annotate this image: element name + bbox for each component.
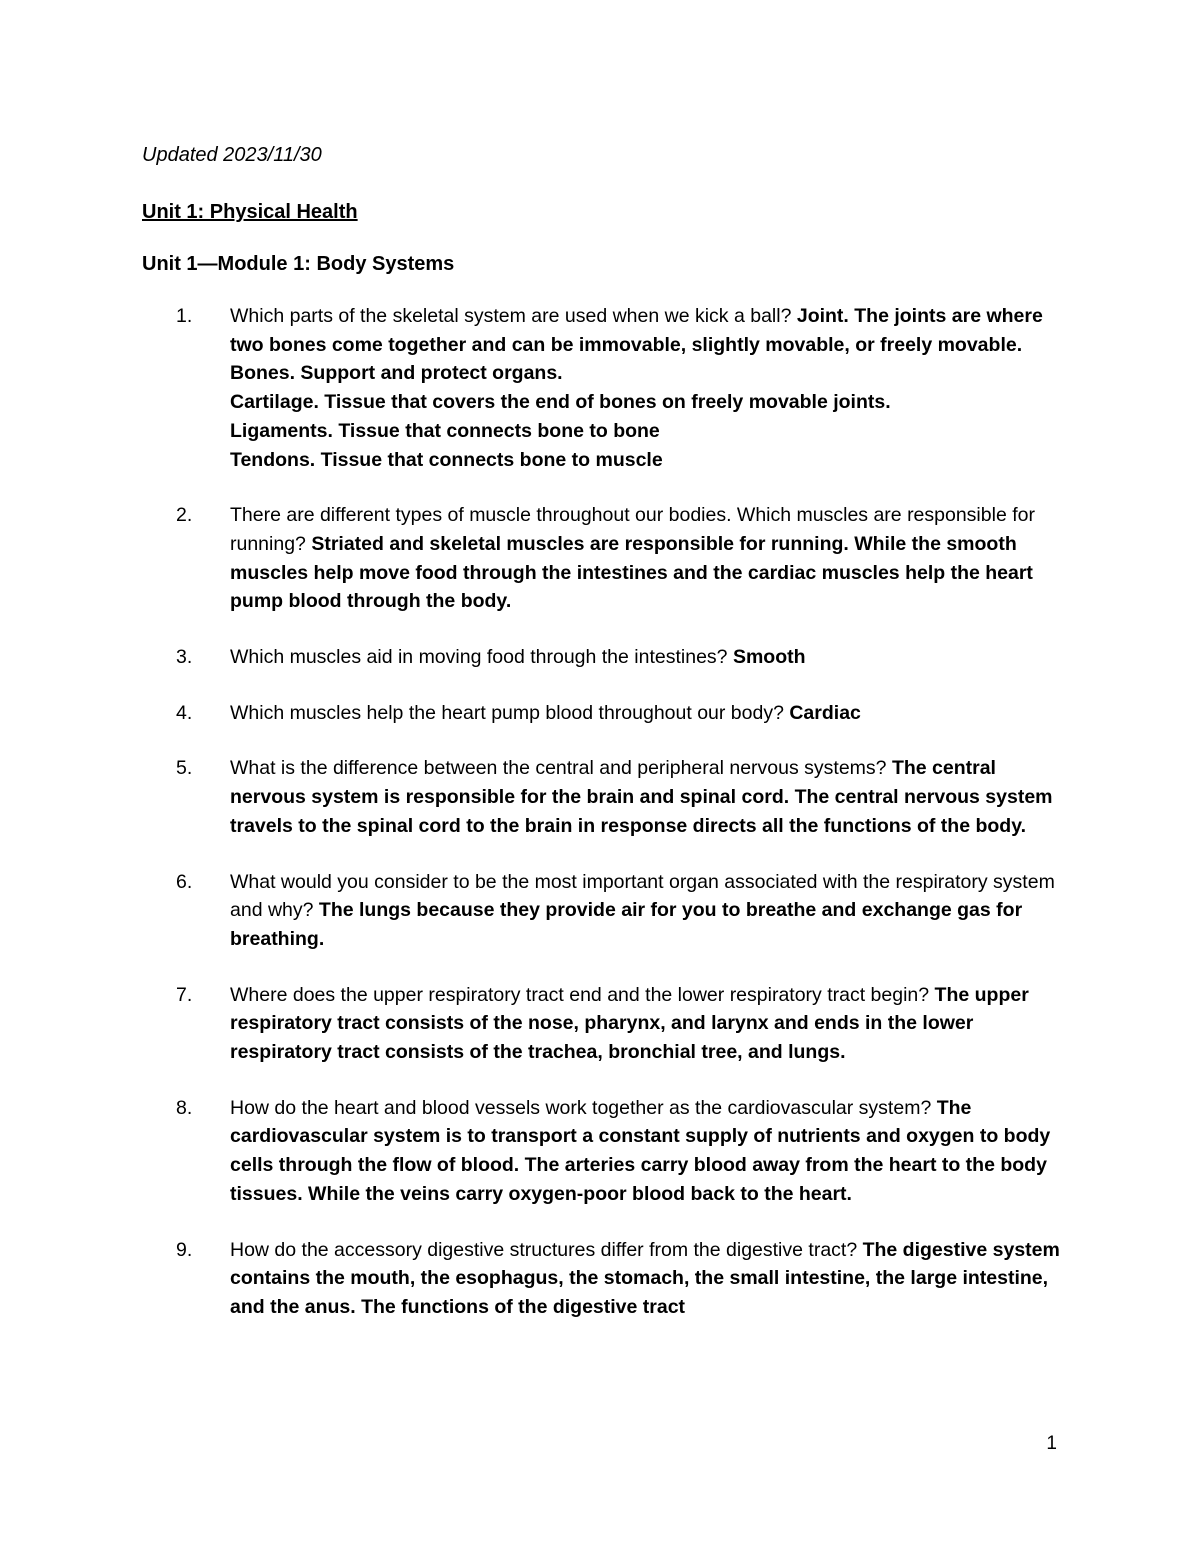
question-text: Where does the upper respiratory tract end and the lower respiratory tract begin?: [230, 983, 935, 1006]
question-item: [142, 699, 1062, 728]
unit-title: Unit 1: Physical Health: [142, 201, 358, 223]
question-number: 7.: [176, 983, 193, 1006]
question-text: There are different types of muscle throughout our bodies. Which muscles are responsible for running?: [230, 504, 1035, 555]
answer-detail: Tendons. Tissue that connects bone to muscle: [230, 448, 663, 471]
question-body: [230, 302, 1062, 474]
answer-text: The upper respiratory tract consists of the nose, pharynx, and larynx and ends in the lower respiratory tract consists of the trachea, bronchial tree, and lungs.: [230, 983, 1029, 1064]
question-item: [142, 1094, 1062, 1209]
question-number: 5.: [176, 757, 193, 780]
question-item: [142, 302, 1062, 474]
question-body: [230, 699, 1062, 728]
question-item: [142, 754, 1062, 840]
question-body: [230, 1236, 1062, 1322]
question-text: What is the difference between the central and peripheral nervous systems?: [230, 757, 892, 780]
answer-text: Joint. The joints are where two bones come together and can be immovable, slightly movable, or freely movable.: [230, 305, 1043, 356]
question-item: [142, 643, 1062, 672]
question-number: 6.: [176, 870, 193, 893]
question-text: How do the accessory digestive structures differ from the digestive tract?: [230, 1238, 863, 1261]
question-text: How do the heart and blood vessels work together as the cardiovascular system?: [230, 1096, 937, 1119]
question-list: [142, 302, 1062, 1349]
question-item: [142, 1236, 1062, 1322]
question-body: [230, 868, 1062, 954]
question-number: 3.: [176, 646, 193, 669]
answer-text: The digestive system contains the mouth, the esophagus, the stomach, the small intestine, the large intestine, and the anus. The functions of the digestive tract: [230, 1238, 1060, 1318]
module-title: Unit 1—Module 1: Body Systems: [142, 253, 455, 275]
updated-date: Updated 2023/11/30: [142, 144, 322, 166]
answer-text: Smooth: [732, 646, 806, 669]
question-body: [230, 1094, 1062, 1209]
answer-text: The central nervous system is responsible for the brain and spinal cord. The central nervous system travels to the spinal cord to the brain in response directs all the functions of the body.: [230, 757, 1053, 837]
question-number: 4.: [176, 701, 193, 724]
question-item: [142, 868, 1062, 954]
answer-text: Striated and skeletal muscles are responsible for running. While the smooth muscles help move food through the intestines and the cardiac muscles help the heart pump blood through the body.: [230, 532, 1033, 613]
question-body: [230, 643, 1062, 672]
question-item: [142, 501, 1062, 616]
question-number: 2.: [176, 504, 193, 527]
answer-detail: Ligaments. Tissue that connects bone to bone: [230, 419, 660, 442]
question-number: 1.: [176, 305, 193, 327]
answer-text: The lungs because they provide air for you to breathe and exchange gas for breathing.: [230, 899, 1023, 950]
page-number: 1: [1046, 1433, 1057, 1454]
question-body: [230, 501, 1062, 616]
question-item: [142, 981, 1062, 1067]
answer-text: Cardiac: [789, 701, 861, 724]
question-number: 9.: [176, 1238, 193, 1261]
question-text: What would you consider to be the most important organ associated with the respiratory system and why?: [230, 870, 1055, 922]
answer-detail: Cartilage. Tissue that covers the end of bones on freely movable joints.: [230, 391, 891, 414]
answer-detail: Bones. Support and protect organs.: [230, 362, 563, 385]
question-body: [230, 754, 1062, 840]
question-text: Which muscles aid in moving food through the intestines?: [230, 646, 733, 669]
answer-text: The cardiovascular system is to transport a constant supply of nutrients and oxygen to body cells through the flow of blood. The arteries carry blood away from the heart to the body tissues. While the veins carry oxygen-poor blood back to the heart.: [230, 1096, 1051, 1205]
question-body: [230, 981, 1062, 1067]
question-text: Which parts of the skeletal system are used when we kick a ball?: [230, 305, 797, 327]
question-text: Which muscles help the heart pump blood throughout our body?: [230, 701, 790, 724]
question-number: 8.: [176, 1096, 193, 1119]
